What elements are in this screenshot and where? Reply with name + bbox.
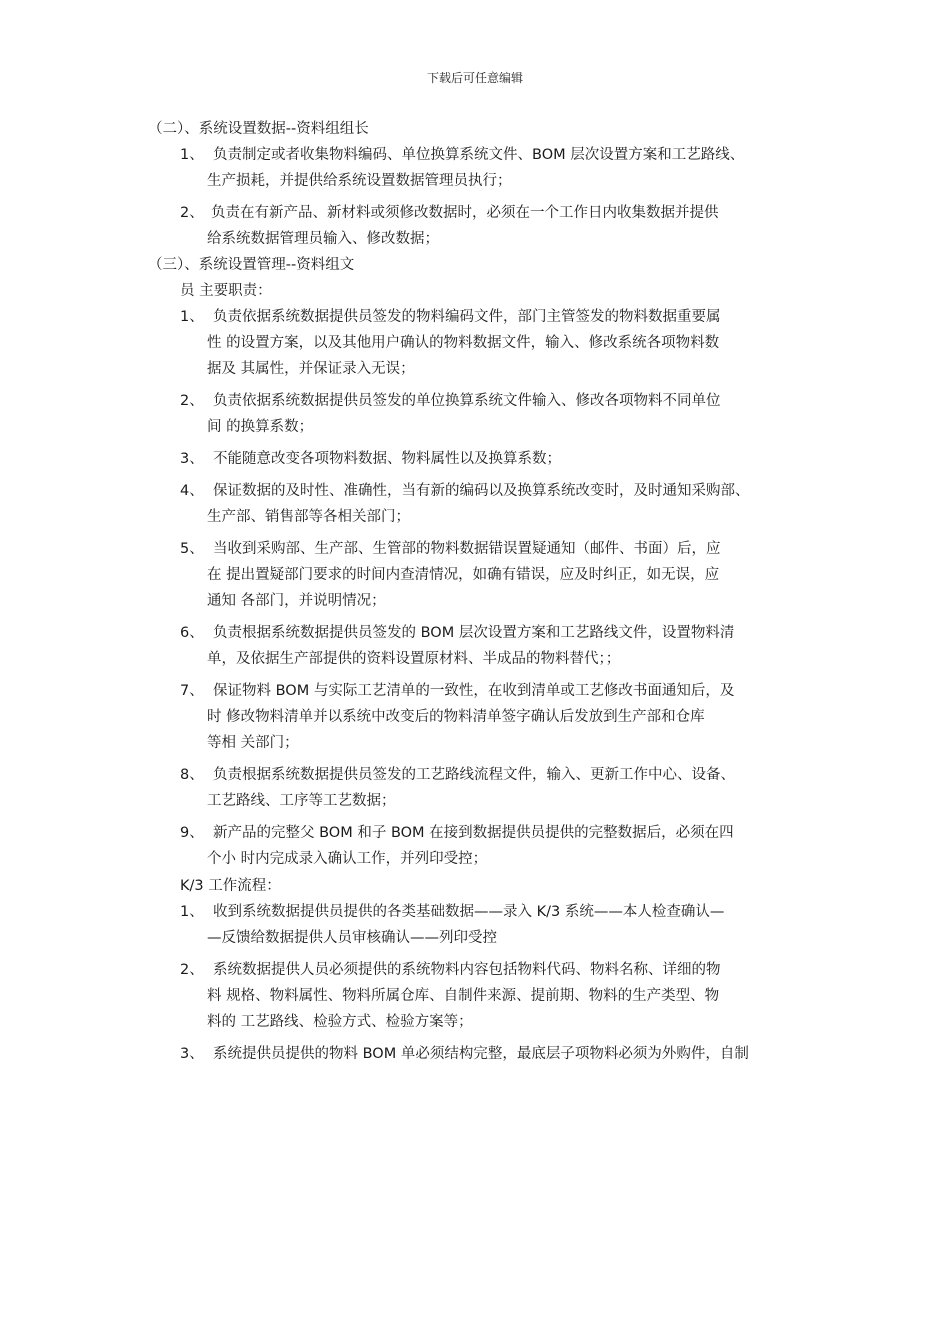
item-number: 4、	[180, 483, 204, 499]
item-text-line: 给系统数据管理员输入、修改数据；	[207, 231, 439, 247]
item-number: 1、	[180, 309, 204, 325]
item-text-line: 单，及依据生产部提供的资料设置原材料、半成品的物料替代；；	[207, 651, 621, 667]
item-text-line: 不能随意改变各项物料数据、物料属性以及换算系数；	[213, 451, 561, 467]
section3-item-3	[0, 446, 950, 472]
item-text-line: 时 修改物料清单并以系统中改变后的物料清单签字确认后发放到生产部和仓库	[207, 709, 705, 725]
item-text-line: 当收到采购部、生产部、生管部的物料数据错误置疑通知（邮件、书面）后，应	[213, 541, 721, 557]
item-number: 8、	[180, 767, 204, 783]
item-number: 2、	[180, 205, 204, 221]
section3-item-2	[0, 388, 950, 440]
item-text-line: 据及 其属性，并保证录入无误；	[207, 361, 415, 377]
item-text-line: 收到系统数据提供员提供的各类基础数据——录入 K/3 系统——本人检查确认—	[213, 904, 725, 920]
section2-item-2	[0, 200, 950, 252]
item-text-line: 新产品的完整父 BOM 和子 BOM 在接到数据提供员提供的完整数据后，必须在四	[213, 825, 734, 841]
item-number: 6、	[180, 625, 204, 641]
item-text-line: 负责根据系统数据提供员签发的 BOM 层次设置方案和工艺路线文件，设置物料清	[213, 625, 735, 641]
section3-item-5	[0, 536, 950, 614]
item-text-line: 性 的设置方案，以及其他用户确认的物料数据文件，输入、修改系统各项物料数	[207, 335, 720, 351]
k3-item-2	[0, 957, 950, 1035]
section-heading-3: （三）、系统设置管理--资料组文	[148, 257, 355, 273]
item-text-line: 负责依据系统数据提供员签发的物料编码文件，部门主管签发的物料数据重要属	[213, 309, 721, 325]
item-text-line: 生产损耗，并提供给系统设置数据管理员执行；	[207, 173, 512, 189]
item-number: 1、	[180, 147, 204, 163]
section2-item-1	[0, 142, 950, 194]
item-text-line: 间 的换算系数；	[207, 419, 314, 435]
role-responsibilities-label: 员 主要职责：	[180, 283, 272, 299]
item-text-line: 料 规格、物料属性、物料所属仓库、自制件来源、提前期、物料的生产类型、物	[207, 988, 720, 1004]
item-text-line: —反馈给数据提供人员审核确认——列印受控	[207, 930, 497, 946]
item-text-line: 负责根据系统数据提供员签发的工艺路线流程文件，输入、更新工作中心、设备、	[213, 767, 735, 783]
item-number: 3、	[180, 1046, 204, 1062]
item-text-line: 通知 各部门，并说明情况；	[207, 593, 386, 609]
document-body	[0, 116, 950, 1067]
section3-item-6	[0, 620, 950, 672]
item-text-line: 在 提出置疑部门要求的时间内查清情况，如确有错误，应及时纠正，如无误，应	[207, 567, 720, 583]
item-text-line: 保证数据的及时性、准确性，当有新的编码以及换算系统改变时，及时通知采购部、	[213, 483, 750, 499]
item-text-line: 等相 关部门；	[207, 735, 299, 751]
section-heading-2: （二）、系统设置数据--资料组组长	[148, 121, 369, 137]
item-number: 5、	[180, 541, 204, 557]
item-text-line: 保证物料 BOM 与实际工艺清单的一致性，在收到清单或工艺修改书面通知后，及	[213, 683, 735, 699]
section3-item-1	[0, 304, 950, 382]
section3-item-8	[0, 762, 950, 814]
item-text-line: 负责在有新产品、新材料或须修改数据时，必须在一个工作日内收集数据并提供	[211, 205, 719, 221]
section3-item-9	[0, 820, 950, 872]
item-number: 1、	[180, 904, 204, 920]
item-text-line: 系统提供员提供的物料 BOM 单必须结构完整，最底层子项物料必须为外购件，自制	[213, 1046, 749, 1062]
item-text-line: 工艺路线、工序等工艺数据；	[207, 793, 396, 809]
item-number: 3、	[180, 451, 204, 467]
k3-item-1	[0, 899, 950, 951]
k3-item-3	[0, 1041, 950, 1067]
item-number: 2、	[180, 393, 204, 409]
item-text-line: 个小 时内完成录入确认工作，并列印受控；	[207, 851, 488, 867]
item-text-line: 系统数据提供人员必须提供的系统物料内容包括物料代码、物料名称、详细的物	[213, 962, 721, 978]
item-text-line: 负责依据系统数据提供员签发的单位换算系统文件输入、修改各项物料不同单位	[213, 393, 721, 409]
section3-item-7	[0, 678, 950, 756]
item-text-line: 料的 工艺路线、检验方式、检验方案等；	[207, 1014, 473, 1030]
page-header: 下载后可任意编辑	[426, 71, 523, 85]
item-text-line: 生产部、销售部等各相关部门；	[207, 509, 410, 525]
k3-workflow-heading: K/3 工作流程：	[180, 878, 281, 894]
item-text-line: 负责制定或者收集物料编码、单位换算系统文件、BOM 层次设置方案和工艺路线、	[213, 147, 745, 163]
item-number: 7、	[180, 683, 204, 699]
section3-item-4	[0, 478, 950, 530]
item-number: 2、	[180, 962, 204, 978]
item-number: 9、	[180, 825, 204, 841]
